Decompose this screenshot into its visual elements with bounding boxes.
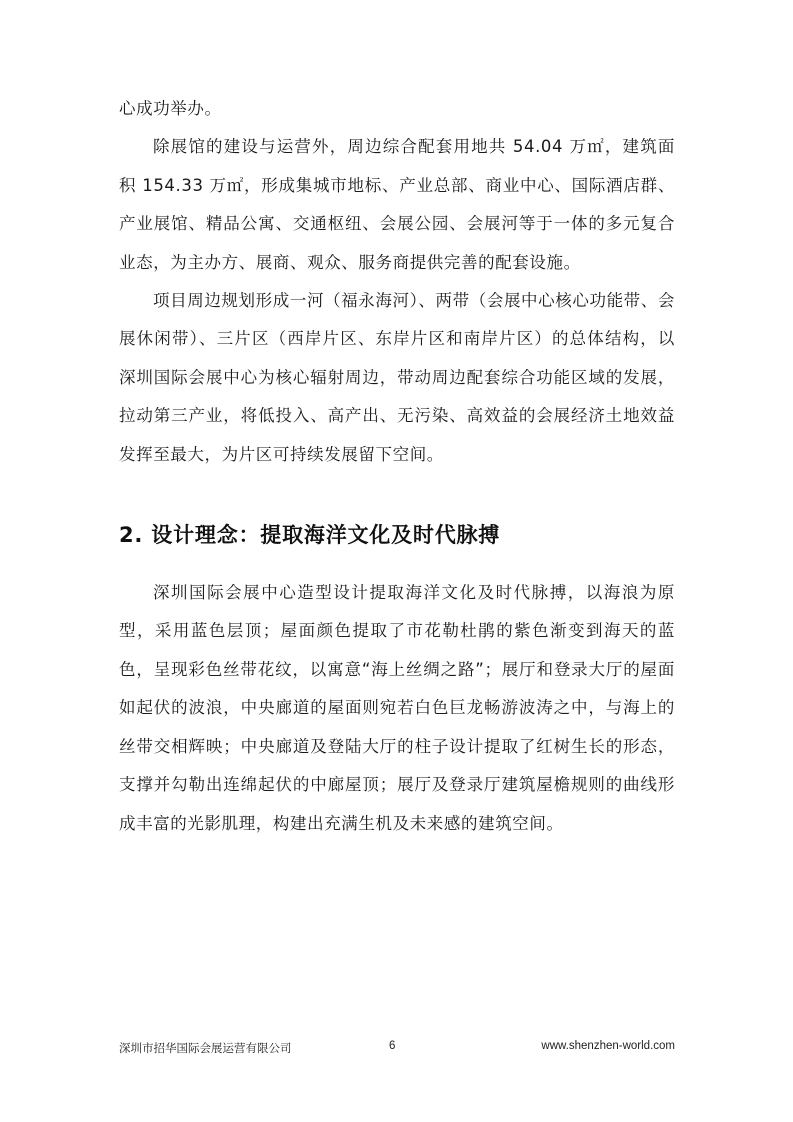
- paragraph-4: 深圳国际会展中心造型设计提取海洋文化及时代脉搏，以海浪为原型，采用蓝色层顶；屋面颜色提取了市花勒杜鹃的紫色渐变到海天的蓝色，呈现彩色丝带花纹，以寓意“海上丝绸之路”；展厅和登录大厅的屋面如起伏的波浪，中央廊道的屋面则宛若白色巨龙畅游波涛之中，与海上的丝带交相辉映；中央廊道及登陆大厅的柱子设计提取了红树生长的形态，支撑并勾勒出连绵起伏的中廊屋顶；展厅及登录厅建筑屋檐规则的曲线形成丰富的光影肌理，构建出充满生机及未来感的建筑空间。: [119, 583, 675, 833]
- section-heading: 2. 设计理念：提取海洋文化及时代脉搏: [119, 523, 501, 548]
- footer-website: www.shenzhen-world.com: [541, 1040, 675, 1052]
- page-footer: [119, 1040, 675, 1060]
- paragraph-2: 除展馆的建设与运营外，周边综合配套用地共 54.04 万㎡，建筑面积 154.33 万㎡，形成集城市地标、产业总部、商业中心、国际酒店群、产业展馆、精品公寓、交通枢纽、会展公园、会展河等于一体的多元复合业态，为主办方、展商、观众、服务商提供完善的配套设施。: [119, 137, 675, 272]
- footer-company: 深圳市招华国际会展运营有限公司: [119, 1043, 292, 1055]
- heading-spacer: [119, 474, 675, 520]
- footer-page-number: 6: [389, 1040, 396, 1052]
- paragraph-1: 心成功举办。: [119, 99, 222, 118]
- paragraph-3: 项目周边规划形成一河（福永海河）、两带（会展中心核心功能带、会展休闲带）、三片区（西岸片区、东岸片区和南岸片区）的总体结构，以深圳国际会展中心为核心辐射周边，带动周边配套综合功能区域的发展，拉动第三产业，将低投入、高产出、无污染、高效益的会展经济土地效益发挥至最大，为片区可持续发展留下空间。: [119, 291, 675, 464]
- page-content: [119, 90, 675, 843]
- heading-spacer-after: [119, 550, 675, 574]
